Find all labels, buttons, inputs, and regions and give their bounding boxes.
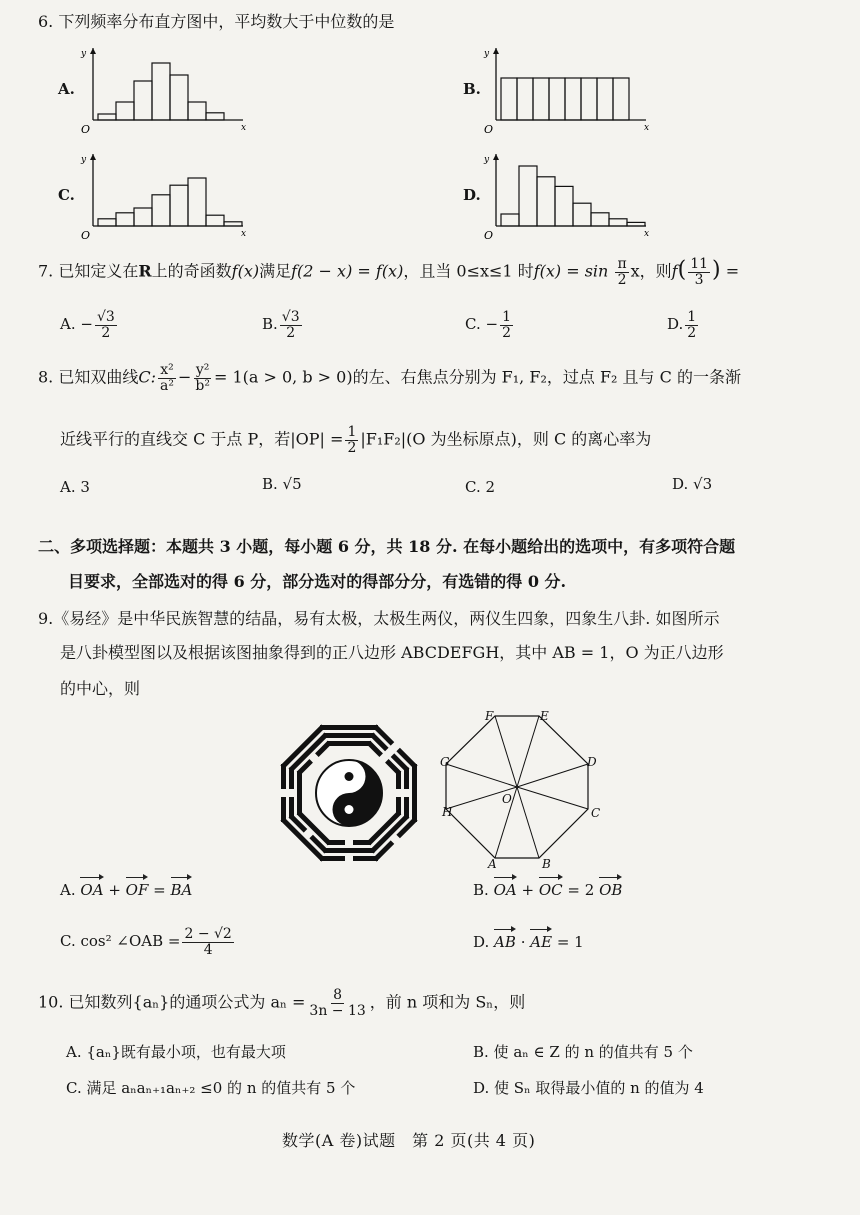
origin-label: O <box>484 123 494 135</box>
y-axis-label: y <box>81 49 87 59</box>
q10-option-d: D. 使 Sₙ 取得最小值的 n 的值为 4 <box>473 1079 704 1097</box>
histogram-bar <box>549 78 565 120</box>
histogram-d <box>478 146 663 241</box>
q10-option-c: C. 满足 aₙaₙ₊₁aₙ₊₂ ≤0 的 n 的值共有 5 个 <box>66 1079 356 1097</box>
histogram-bar <box>597 78 613 120</box>
histogram-bar <box>206 113 224 120</box>
histogram-bar <box>152 63 170 120</box>
vertex-label-a: A <box>488 857 497 868</box>
q9-option-b: B. OA + OC = 2 OB <box>473 881 623 899</box>
q7-option-d: D. $\frac{1}{2}$ <box>667 309 697 341</box>
q7-option-b: B. $\frac{√3}{2}$ <box>262 309 300 341</box>
histogram-bar <box>501 78 517 120</box>
histogram-bar <box>517 78 533 120</box>
q8-option-d: D. √3 <box>672 475 713 493</box>
histogram-bar <box>581 78 597 120</box>
section-2-heading: 二、多项选择题：本题共 3 小题，每小题 6 分，共 18 分. 在每小题给出的选项中，有多项符合题 <box>38 537 736 556</box>
q9-option-d: D. AB · AE = 1 <box>473 933 584 951</box>
y-axis-arrow <box>90 154 96 160</box>
vertex-label-d: D <box>587 755 597 769</box>
bagua-diagram <box>274 718 424 868</box>
origin-label: O <box>81 123 91 135</box>
histogram-a <box>75 40 260 135</box>
origin-label: O <box>484 229 494 241</box>
q8-line-2: 近线平行的直线交 C 于点 P，若|OP| = $\frac{1}{2}$ |F₁F₂|(O 为坐标原点)，则 C 的离心率为 <box>60 424 652 456</box>
q8-option-a: A. 3 <box>60 478 90 496</box>
histogram-bar <box>170 75 188 120</box>
histogram-bar <box>116 102 134 120</box>
y-axis-label: y <box>81 155 87 165</box>
q9-line-2: 是八卦模型图以及根据该图抽象得到的正八边形 ABCDEFGH，其中 AB = 1，O 为正八边形 <box>60 643 724 662</box>
histogram-b <box>478 40 663 135</box>
histogram-bar <box>98 219 116 226</box>
vertex-label-e: E <box>540 709 549 723</box>
q9-option-a: A. OA + OF = BA <box>60 881 193 899</box>
q7-option-a: A. − $\frac{√3}{2}$ <box>60 309 115 341</box>
histogram-bar <box>519 166 537 226</box>
histogram-bar <box>134 81 152 120</box>
histogram-bar <box>613 78 629 120</box>
histogram-bar <box>501 214 519 226</box>
histogram-bar <box>134 208 152 226</box>
x-axis-label: x <box>241 229 247 239</box>
histogram-c <box>75 146 260 241</box>
q8-option-c: C. 2 <box>465 478 496 496</box>
q6-option-b-label: B. <box>463 80 481 98</box>
origin-label: O <box>81 229 91 241</box>
vertex-label-b: B <box>542 857 551 868</box>
y-axis-label: y <box>484 49 490 59</box>
q6-option-d-label: D. <box>463 186 481 204</box>
histogram-bar <box>116 213 134 226</box>
histogram-bar <box>188 102 206 120</box>
x-axis-label: x <box>644 229 650 239</box>
histogram-bar <box>170 185 188 226</box>
q9-line-1: 9.《易经》是中华民族智慧的结晶，易有太极，太极生两仪，两仪生四象，四象生八卦. 如图所示 <box>38 609 720 628</box>
histogram-bar <box>555 186 573 226</box>
q10-option-a: A. {aₙ}既有最小项，也有最大项 <box>66 1043 286 1061</box>
section-2-instructions: 目要求，全部选对的得 6 分，部分选对的得部分分，有选错的得 0 分. <box>68 572 567 591</box>
center-label-o: O <box>502 792 512 806</box>
histogram-bar <box>206 215 224 226</box>
histogram-bar <box>188 178 206 226</box>
y-axis-arrow <box>493 154 499 160</box>
vertex-label-f: F <box>485 709 494 723</box>
histogram-bar <box>627 222 645 226</box>
q10-option-b: B. 使 aₙ ∈ Z 的 n 的值共有 5 个 <box>473 1043 693 1061</box>
q9-option-c: C. cos² ∠OAB = $\frac{2 - √2}{4}$ <box>60 926 232 958</box>
vertex-label-c: C <box>591 806 601 820</box>
vertex-label-g: G <box>440 755 450 769</box>
y-axis-label: y <box>484 155 490 165</box>
histogram-bar <box>609 219 627 226</box>
q6-stem: 6. 下列频率分布直方图中，平均数大于中位数的是 <box>38 12 395 31</box>
histogram-bar <box>537 177 555 226</box>
q8-line-1: 8. 已知双曲线C: $\frac{\text{x²}}{\text{a²}}$ − $\frac{\text{y²}}{\text{b²}}$ = 1(a > 0, b > 0)的左、右焦点分别为 F₁, F₂，过点 F₂ 且与 C 的一条渐 <box>38 362 741 394</box>
histogram-bar <box>533 78 549 120</box>
y-axis-arrow <box>90 48 96 54</box>
page-footer: 数学(A 卷)试题 第 2 页(共 4 页) <box>282 1131 536 1150</box>
histogram-bar <box>573 203 591 226</box>
q6-option-a-label: A. <box>58 80 75 98</box>
octagon-diagram <box>436 708 611 868</box>
q8-option-b: B. √5 <box>262 475 302 493</box>
histogram-bar <box>152 195 170 226</box>
octagon-radii <box>446 716 588 858</box>
y-axis-arrow <box>493 48 499 54</box>
histogram-bar <box>591 213 609 226</box>
q7-stem: 7. 已知定义在R上的奇函数f(x)满足f(2 − x) = f(x)，且当 0≤x≤1 时f(x) = sin $\frac{\pi}{2}$ x，则f( $\frac{11}{3}$ ) = <box>38 256 740 288</box>
vertex-label-h: H <box>442 805 453 819</box>
q6-option-c-label: C. <box>58 186 75 204</box>
q10-stem: 10. 已知数列{aₙ}的通项公式为 aₙ = $\frac{8}{3n - 13}$ ，前 n 项和为 Sₙ，则 <box>38 987 526 1019</box>
histogram-bar <box>98 114 116 120</box>
histogram-bar <box>565 78 581 120</box>
x-axis-label: x <box>241 123 247 133</box>
q9-line-3: 的中心，则 <box>60 679 141 698</box>
x-axis-label: x <box>644 123 650 133</box>
q7-option-c: C. − $\frac{1}{2}$ <box>465 309 511 341</box>
